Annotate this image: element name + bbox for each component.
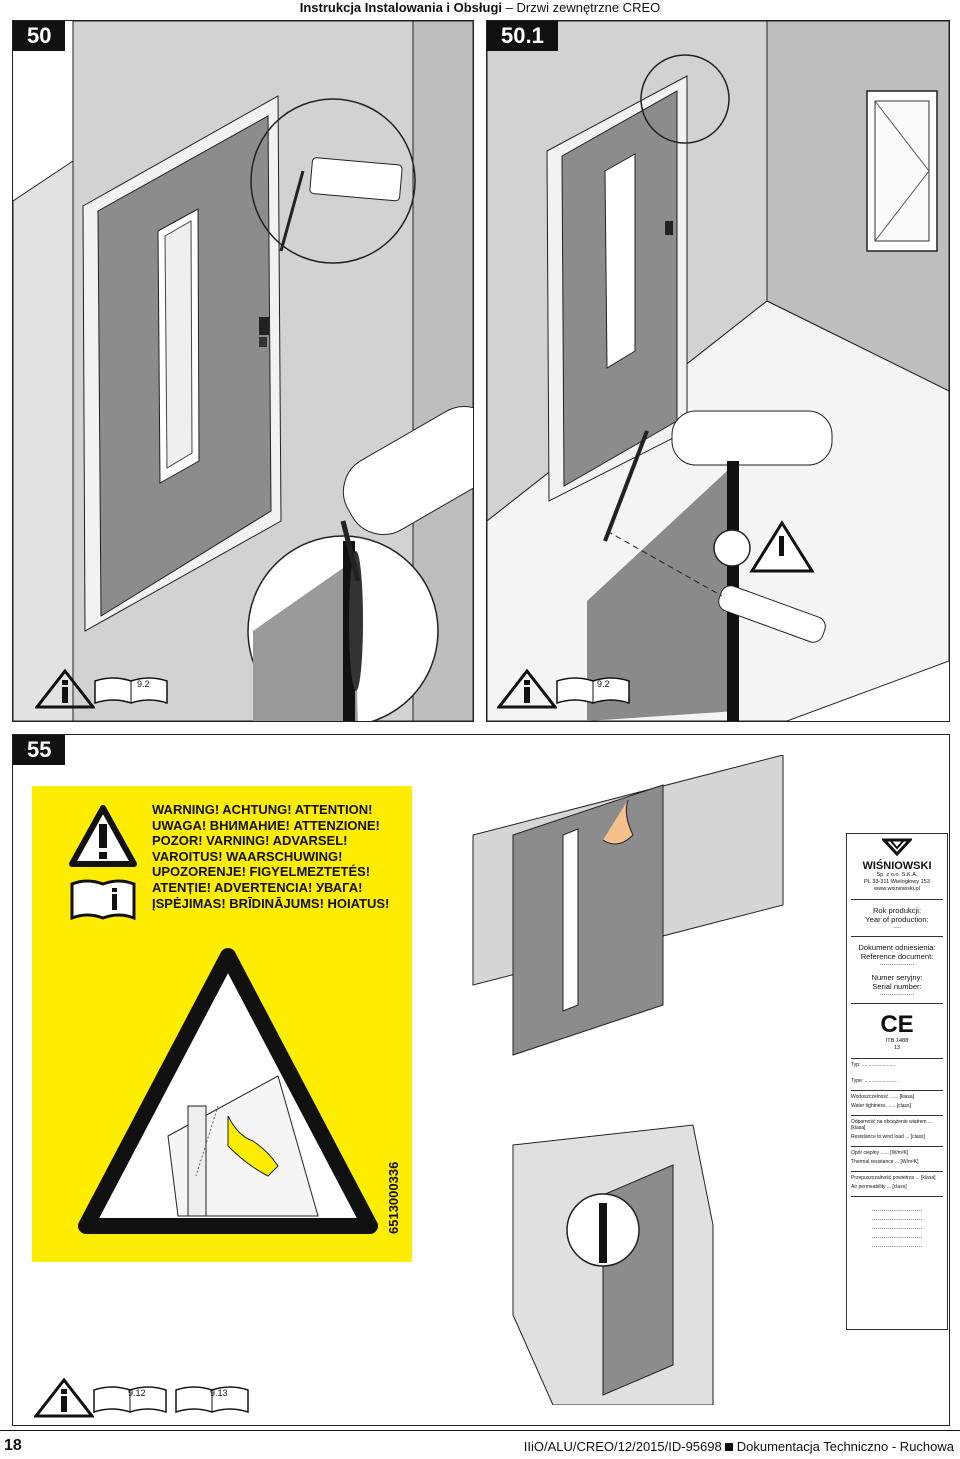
panel-50-illustration bbox=[13, 21, 473, 721]
warning-line: VAROITUS! WAARSCHUWING! bbox=[152, 848, 343, 864]
rating-plate bbox=[846, 833, 948, 1330]
book-icon bbox=[91, 673, 171, 707]
panel-50-number: 50 bbox=[13, 21, 65, 51]
panel-55-number: 55 bbox=[13, 735, 65, 765]
panel-50-1 bbox=[486, 20, 950, 722]
plate-company: Sp. z o.o. S.K.A. bbox=[876, 872, 918, 878]
panel-50 bbox=[12, 20, 474, 722]
plate-year-en: Year of production: bbox=[865, 915, 929, 924]
plate-address: PL 33-311 Wielogłowy 153 bbox=[864, 879, 930, 885]
plate-dots: .................. bbox=[879, 990, 915, 997]
plate-wind-pl: Odporność na obciążenie wiatrem ... [klasa] bbox=[851, 1119, 933, 1131]
divider bbox=[851, 1058, 943, 1059]
panel-55-illustration bbox=[453, 755, 803, 1405]
page-number: 18 bbox=[4, 1437, 22, 1454]
panel-50-1-illustration bbox=[487, 21, 949, 721]
panel-50-book-ref: 9.2 bbox=[137, 679, 150, 689]
divider bbox=[851, 1090, 943, 1091]
square-bullet-icon bbox=[725, 1443, 733, 1451]
warning-icon bbox=[68, 804, 138, 868]
plate-serial-pl: Numer seryjny: bbox=[871, 973, 923, 982]
panel-50-1-book-ref: 9.2 bbox=[597, 679, 610, 689]
divider bbox=[851, 936, 943, 937]
plate-itb-year: 13 bbox=[893, 1045, 901, 1051]
warning-line: WARNING! ACHTUNG! ATTENTION! bbox=[152, 802, 373, 817]
manual-info-icon bbox=[70, 878, 136, 922]
divider bbox=[851, 1196, 943, 1197]
plate-dots: .................. bbox=[879, 960, 915, 967]
divider bbox=[851, 1171, 943, 1172]
book-ref-1: 9.12 bbox=[128, 1388, 146, 1398]
divider bbox=[851, 1003, 943, 1004]
plate-dots: .... bbox=[893, 923, 901, 930]
panel-50-1-number: 50.1 bbox=[487, 21, 558, 51]
info-icon bbox=[497, 669, 557, 709]
plate-typ: Typ: ........................ bbox=[851, 1062, 896, 1068]
divider bbox=[851, 1115, 943, 1116]
divider bbox=[851, 899, 943, 900]
wisniowski-logo-icon bbox=[882, 838, 912, 858]
document-reference bbox=[524, 1439, 954, 1454]
plate-wind-en: Resistance to wind load ... [class] bbox=[851, 1134, 925, 1140]
plate-heat-en: Thermal resistance ... [W/m²K] bbox=[851, 1159, 919, 1165]
plate-serial-en: Serial number: bbox=[872, 982, 922, 991]
warning-text bbox=[152, 802, 389, 911]
book-icon bbox=[553, 673, 633, 707]
warning-line: POZOR! VARNING! ADVARSEL! bbox=[152, 833, 348, 849]
plate-heat-pl: Opór cieplny ...... [W/m²K] bbox=[851, 1150, 909, 1156]
warning-line: UPOZORENJE! FIGYELMEZTETÉS! bbox=[152, 864, 371, 880]
plate-dots: .......................... .......................... .......................... .......................... .......................... bbox=[871, 1206, 923, 1249]
warning-label bbox=[32, 786, 412, 1262]
plate-ref-pl: Dokument odniesienia: bbox=[858, 943, 936, 952]
plate-ref-en: Reference document: bbox=[860, 952, 934, 961]
info-icon bbox=[35, 669, 95, 709]
plate-type: Type: ........................ bbox=[851, 1078, 898, 1084]
header-title-bold: Instrukcja Instalowania i Obsługi bbox=[299, 0, 503, 15]
plate-itb: ITB 1488 bbox=[885, 1038, 909, 1044]
document-title: Dokumentacja Techniczno - Ruchowa bbox=[736, 1439, 954, 1454]
document-id: IIiO/ALU/CREO/12/2015/ID-95698 bbox=[523, 1439, 722, 1454]
plate-air-en: Air permeability ... [class] bbox=[851, 1184, 907, 1190]
warning-line: ĮSPĖJIMAS! BRĪDINĀJUMS! HOIATUS! bbox=[152, 895, 390, 911]
warning-line: UWAGA! ВНИМАНИЕ! ATTENZIONE! bbox=[152, 817, 380, 833]
ce-mark: CE bbox=[880, 1011, 914, 1038]
page-header bbox=[0, 0, 960, 16]
warning-triangle-illustration bbox=[78, 946, 378, 1236]
page-footer bbox=[0, 1430, 960, 1459]
info-icon bbox=[34, 1378, 94, 1418]
divider bbox=[851, 1146, 943, 1147]
warning-line: ATENȚIE! ADVERTENCIA! УВАГА! bbox=[152, 879, 363, 895]
header-title-rest: – Drzwi zewnętrzne CREO bbox=[502, 0, 661, 15]
plate-water-en: Water tightness ...... [class] bbox=[851, 1103, 911, 1109]
label-code: 6513000336 bbox=[386, 1161, 401, 1234]
book-ref-2: 9.13 bbox=[210, 1388, 228, 1398]
plate-year-pl: Rok produkcji: bbox=[872, 906, 922, 915]
plate-brand: WIŚNIOWSKI bbox=[862, 860, 932, 872]
plate-air-pl: Przepuszczalność powietrza ... [klasa] bbox=[851, 1175, 936, 1181]
plate-water-pl: Wodoszczelność ...... [klasa] bbox=[851, 1094, 915, 1100]
plate-website: www.wisniowski.pl bbox=[874, 886, 920, 892]
